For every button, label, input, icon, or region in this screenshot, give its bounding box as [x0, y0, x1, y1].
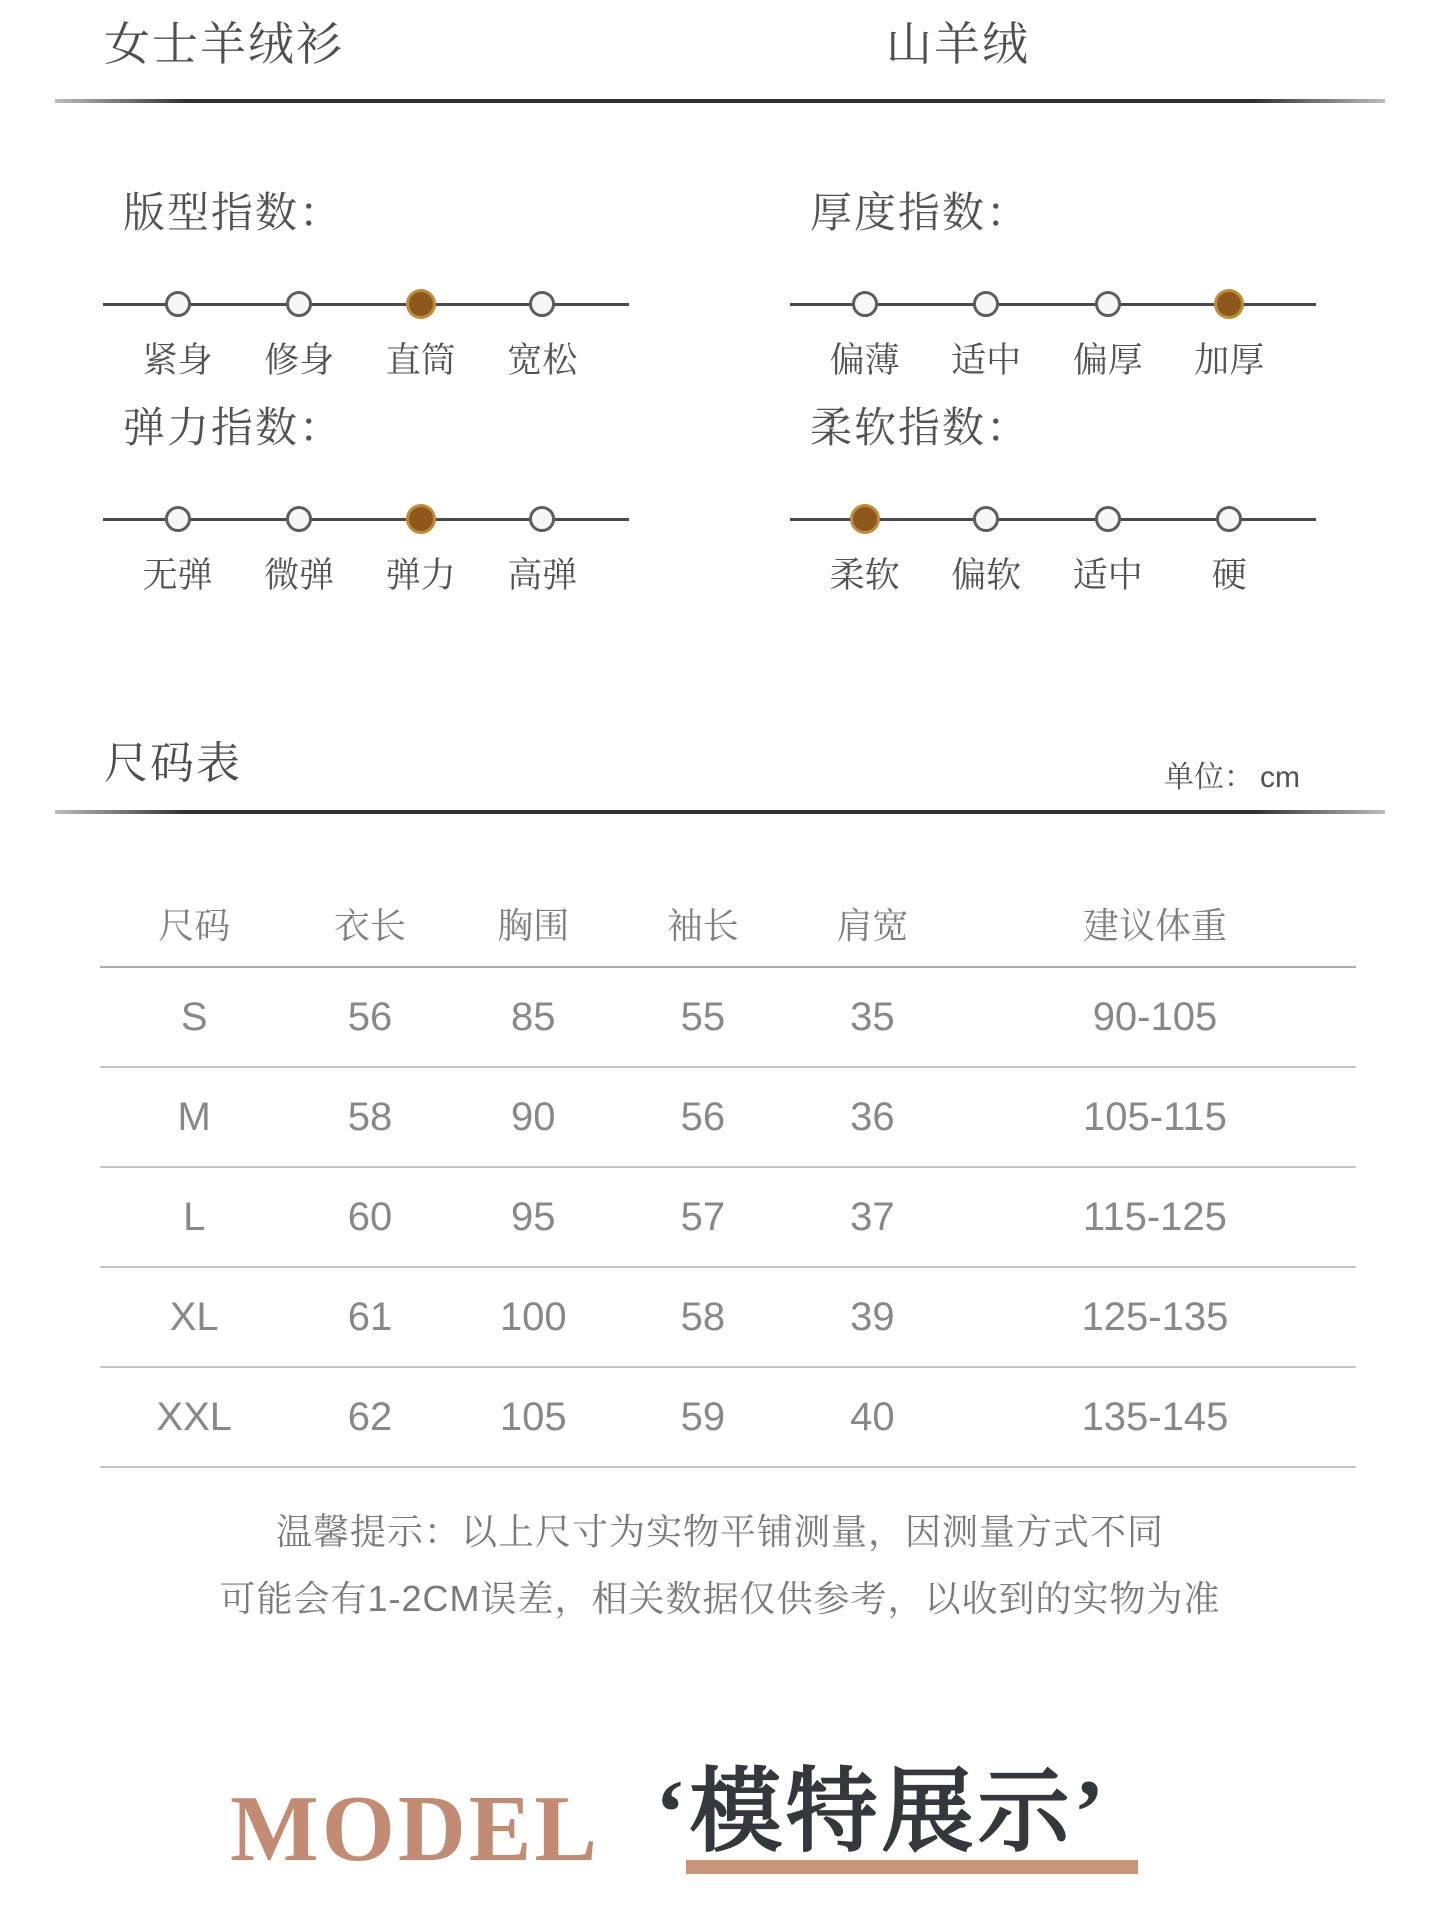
table-cell: S [180, 994, 208, 1039]
table-row-l [100, 1168, 1356, 1268]
scale-title: 版型指数： [123, 189, 344, 236]
thickness-index-scale [790, 185, 1316, 383]
measurement-note-line2: 可能会有1-2CM误差，相关数据仅供参考，以收到的实物为准 [219, 1578, 1221, 1619]
scale-label: 柔软 [829, 556, 900, 595]
table-cell: 58 [680, 1294, 726, 1339]
scale-dot [165, 506, 191, 532]
scale-labels [790, 333, 1316, 383]
scale-label: 直筒 [385, 341, 456, 380]
table-cell: 55 [680, 994, 726, 1039]
scale-dot [850, 504, 880, 534]
scale-title: 柔软指数： [810, 404, 1031, 451]
scale-track [790, 287, 1316, 321]
table-cell: 56 [347, 994, 393, 1039]
table-row-m [100, 1068, 1356, 1168]
scale-labels [103, 548, 629, 598]
table-cell: 58 [347, 1094, 393, 1139]
scale-labels [103, 333, 629, 383]
scale-label: 弹力 [385, 556, 456, 595]
scale-labels [790, 548, 1316, 598]
scale-dot [1095, 291, 1121, 317]
table-cell: 62 [347, 1394, 393, 1439]
scale-label: 适中 [951, 341, 1022, 380]
table-cell: 57 [680, 1194, 726, 1239]
product-title: 女士羊绒衫 [104, 18, 344, 70]
table-cell: 135-145 [1081, 1394, 1229, 1439]
model-heading-cn: ‘模特展示’ [655, 1761, 1109, 1863]
unit-label: 单位： [1164, 761, 1254, 794]
column-header: 袖长 [666, 904, 739, 946]
column-header: 衣长 [334, 904, 407, 946]
table-cell: 90 [511, 1094, 556, 1139]
scale-dot [406, 289, 436, 319]
table-cell: L [183, 1194, 206, 1239]
column-header: 胸围 [497, 904, 570, 946]
unit-note [1164, 752, 1300, 796]
scale-dot [165, 291, 191, 317]
scale-label: 紧身 [142, 341, 213, 380]
scale-track [103, 502, 629, 536]
table-cell: XXL [156, 1394, 232, 1439]
table-cell: M [177, 1094, 211, 1139]
scale-dot [406, 504, 436, 534]
scale-dot [1216, 506, 1242, 532]
unit-value: cm [1260, 761, 1300, 794]
table-cell: 56 [680, 1094, 726, 1139]
scale-label: 加厚 [1194, 341, 1265, 380]
scale-dot [852, 291, 878, 317]
table-cell: 115-125 [1083, 1194, 1227, 1239]
table-cell: 105-115 [1083, 1094, 1227, 1139]
table-cell: 100 [499, 1294, 567, 1339]
table-cell: 37 [850, 1194, 895, 1239]
scale-dot [286, 506, 312, 532]
scale-dot [529, 506, 555, 532]
scale-label: 偏厚 [1072, 341, 1143, 380]
table-cell: 59 [680, 1394, 726, 1439]
table-cell: 40 [850, 1394, 895, 1439]
scale-label: 无弹 [142, 556, 213, 595]
scale-label: 适中 [1072, 556, 1143, 595]
scale-label: 宽松 [507, 341, 578, 380]
scale-title: 弹力指数： [123, 404, 344, 451]
scale-dot [286, 291, 312, 317]
model-heading-en: MODEL [230, 1777, 601, 1881]
table-cell: 61 [347, 1294, 393, 1339]
column-header: 建议体重 [1082, 904, 1227, 946]
scale-dot [1214, 289, 1244, 319]
scale-dot [529, 291, 555, 317]
table-cell: 125-135 [1081, 1294, 1229, 1339]
scale-label: 微弹 [264, 556, 335, 595]
scale-label: 偏软 [951, 556, 1022, 595]
table-cell: XL [169, 1294, 219, 1339]
scale-dot [973, 506, 999, 532]
size-table-header-row [100, 880, 1356, 968]
size-chart-title: 尺码表 [104, 739, 242, 788]
table-cell: 35 [850, 994, 895, 1039]
stretch-index-scale [103, 400, 629, 598]
table-cell: 95 [511, 1194, 556, 1239]
column-header: 肩宽 [836, 904, 909, 946]
size-table [100, 880, 1356, 1468]
fit-index-scale [103, 185, 629, 383]
size-chart-divider [55, 810, 1385, 814]
scale-title: 厚度指数： [810, 189, 1031, 236]
table-cell: 90-105 [1092, 994, 1218, 1039]
scale-dot [1095, 506, 1121, 532]
table-row-s [100, 968, 1356, 1068]
table-row-xxl [100, 1368, 1356, 1468]
scale-dot [973, 291, 999, 317]
column-header: 尺码 [158, 904, 231, 946]
header-divider [55, 99, 1385, 103]
scale-track [103, 287, 629, 321]
softness-index-scale [790, 400, 1316, 598]
table-row-xl [100, 1268, 1356, 1368]
scale-label: 高弹 [507, 556, 578, 595]
scale-label: 修身 [264, 341, 335, 380]
table-cell: 60 [347, 1194, 393, 1239]
material-label: 山羊绒 [886, 18, 1030, 70]
scale-label: 硬 [1211, 556, 1247, 595]
table-cell: 85 [511, 994, 556, 1039]
measurement-note-line1: 温馨提示：以上尺寸为实物平铺测量，因测量方式不同 [275, 1511, 1164, 1552]
scale-track [790, 502, 1316, 536]
table-cell: 105 [499, 1394, 567, 1439]
table-cell: 39 [850, 1294, 895, 1339]
scale-label: 偏薄 [829, 341, 900, 380]
table-cell: 36 [850, 1094, 895, 1139]
